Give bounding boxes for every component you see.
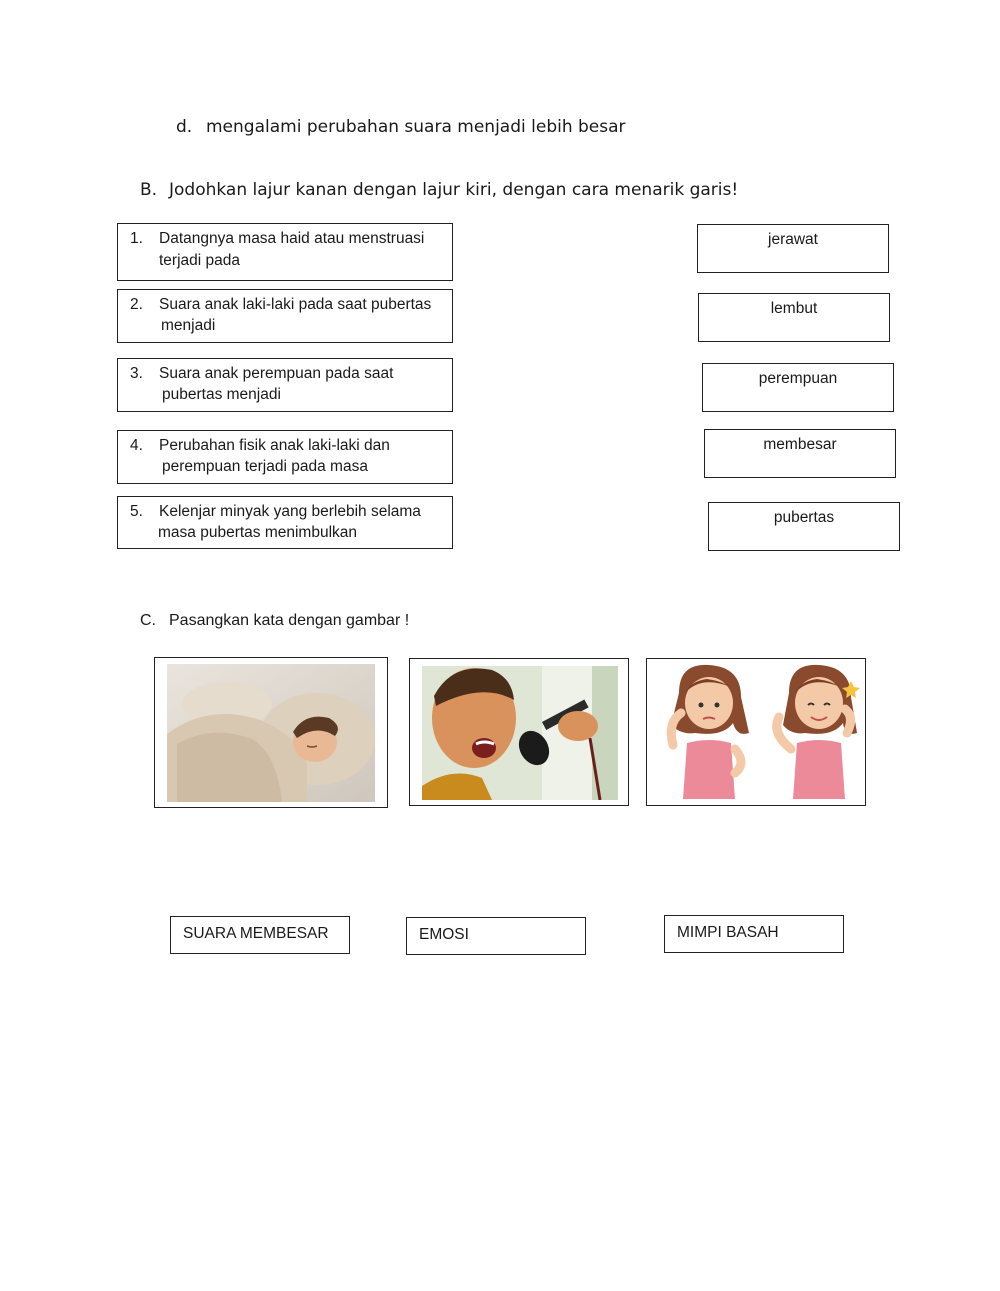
- answer-box-lembut[interactable]: [698, 293, 890, 342]
- word-box-mimpi-basah[interactable]: [664, 915, 844, 953]
- answer-text: pubertas: [773, 509, 835, 526]
- word-box-emosi[interactable]: [406, 917, 586, 955]
- item-d-text: mengalami perubahan suara menjadi lebih besar: [206, 117, 626, 137]
- answer-text: membesar: [763, 436, 837, 453]
- answer-text: lembut: [770, 300, 818, 317]
- question-box-3[interactable]: [117, 358, 453, 412]
- item-d-label: d.: [176, 117, 193, 137]
- question-text-line1: Suara anak laki-laki pada saat pubertas: [159, 296, 432, 313]
- question-number: 5.: [130, 503, 143, 520]
- boy-sleeping-picture[interactable]: [154, 657, 388, 808]
- section-c-heading: [140, 612, 409, 630]
- section-b-instruction: Jodohkan lajur kanan dengan lajur kiri, dengan cara menarik garis!: [169, 180, 739, 200]
- question-text-line1: Perubahan fisik anak laki-laki dan: [159, 437, 390, 454]
- question-box-5[interactable]: [117, 496, 453, 549]
- section-b-label: B.: [140, 180, 158, 200]
- word-text: MIMPI BASAH: [677, 924, 779, 941]
- item-d: [176, 117, 626, 137]
- boy-sleeping-image: [167, 664, 375, 802]
- answer-text: jerawat: [768, 231, 818, 248]
- word-text: EMOSI: [419, 926, 469, 943]
- girl-emotions-image: [651, 663, 861, 801]
- question-text-line2: masa pubertas menimbulkan: [158, 524, 358, 541]
- word-text: SUARA MEMBESAR: [183, 925, 329, 942]
- question-text-line2: menjadi: [161, 317, 216, 334]
- question-text-line2: terjadi pada: [159, 252, 241, 269]
- question-box-2[interactable]: [117, 289, 453, 343]
- section-b-heading: [140, 180, 738, 200]
- answer-text: perempuan: [758, 370, 838, 387]
- word-box-suara-membesar[interactable]: [170, 916, 350, 954]
- question-number: 4.: [130, 437, 143, 454]
- boy-singing-picture[interactable]: [409, 658, 629, 806]
- answer-box-membesar[interactable]: [704, 429, 896, 478]
- boy-singing-image: [422, 666, 618, 800]
- question-number: 2.: [130, 296, 143, 313]
- question-number: 3.: [130, 365, 143, 382]
- section-c-label: C.: [140, 612, 156, 629]
- section-c-instruction: Pasangkan kata dengan gambar !: [169, 612, 410, 629]
- answer-box-perempuan[interactable]: [702, 363, 894, 412]
- answer-box-jerawat[interactable]: [697, 224, 889, 273]
- question-text-line1: Kelenjar minyak yang berlebih selama: [159, 503, 421, 520]
- girl-emotions-picture[interactable]: [646, 658, 866, 806]
- question-box-1[interactable]: [117, 223, 453, 281]
- question-text-line1: Datangnya masa haid atau menstruasi: [159, 230, 425, 247]
- question-text-line2: perempuan terjadi pada masa: [162, 458, 368, 475]
- question-text-line1: Suara anak perempuan pada saat: [159, 365, 394, 382]
- question-number: 1.: [130, 230, 143, 247]
- question-box-4[interactable]: [117, 430, 453, 484]
- question-text-line2: pubertas menjadi: [162, 386, 281, 403]
- answer-box-pubertas[interactable]: [708, 502, 900, 551]
